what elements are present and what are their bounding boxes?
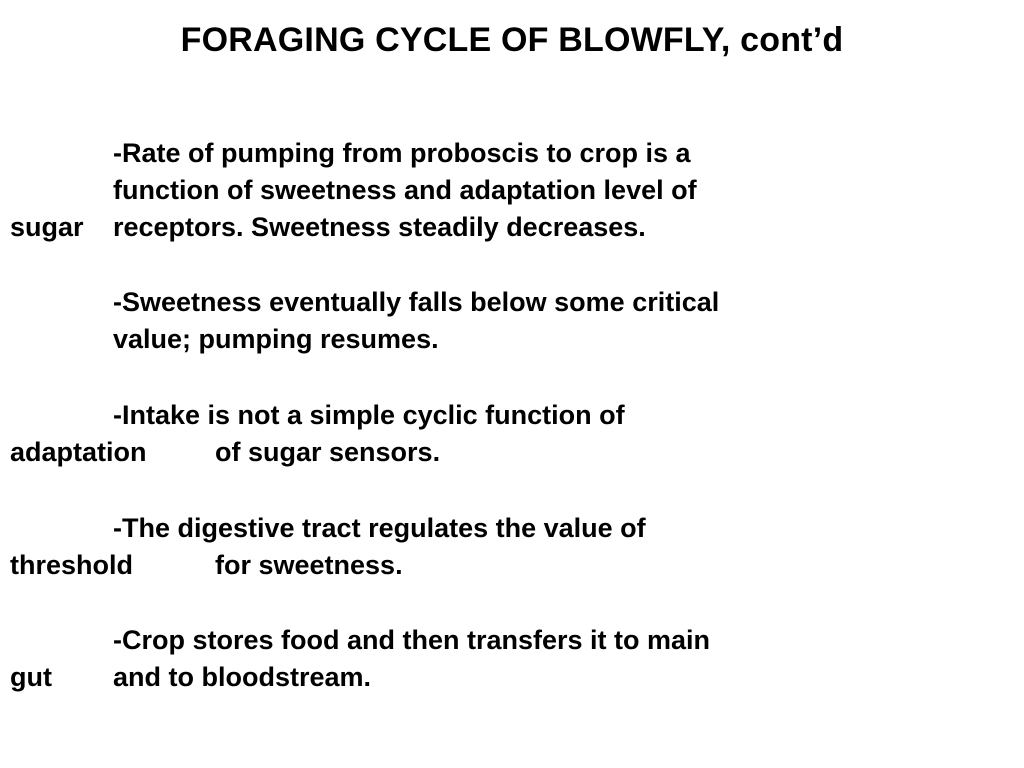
paragraph-3-hanging-word: adaptation bbox=[10, 437, 147, 467]
paragraph-4-line-2: for sweetness. bbox=[215, 550, 403, 580]
paragraph-3-line-1: -Intake is not a simple cyclic function of bbox=[113, 400, 625, 430]
paragraph-1-line-2: function of sweetness and adaptation level of bbox=[113, 175, 697, 205]
paragraph-2-line-1: -Sweetness eventually falls below some critical bbox=[113, 287, 720, 317]
paragraph-3-line-2: of sugar sensors. bbox=[215, 437, 441, 467]
paragraph-5-line-2: and to bloodstream. bbox=[113, 662, 372, 692]
paragraph-1-hanging-word: sugar bbox=[10, 212, 84, 242]
slide-title: FORAGING CYCLE OF BLOWFLY, cont’d bbox=[180, 21, 844, 59]
paragraph-1-line-3: receptors. Sweetness steadily decreases. bbox=[113, 212, 646, 242]
paragraph-5-hanging-word: gut bbox=[10, 662, 52, 692]
paragraph-2-line-2: value; pumping resumes. bbox=[113, 324, 439, 354]
paragraph-1-line-1: -Rate of pumping from proboscis to crop is a bbox=[113, 138, 691, 168]
paragraph-4-hanging-word: threshold bbox=[10, 550, 134, 580]
paragraph-5-line-1: -Crop stores food and then transfers it to main bbox=[113, 625, 711, 655]
paragraph-4-line-1: -The digestive tract regulates the value of bbox=[113, 513, 646, 543]
